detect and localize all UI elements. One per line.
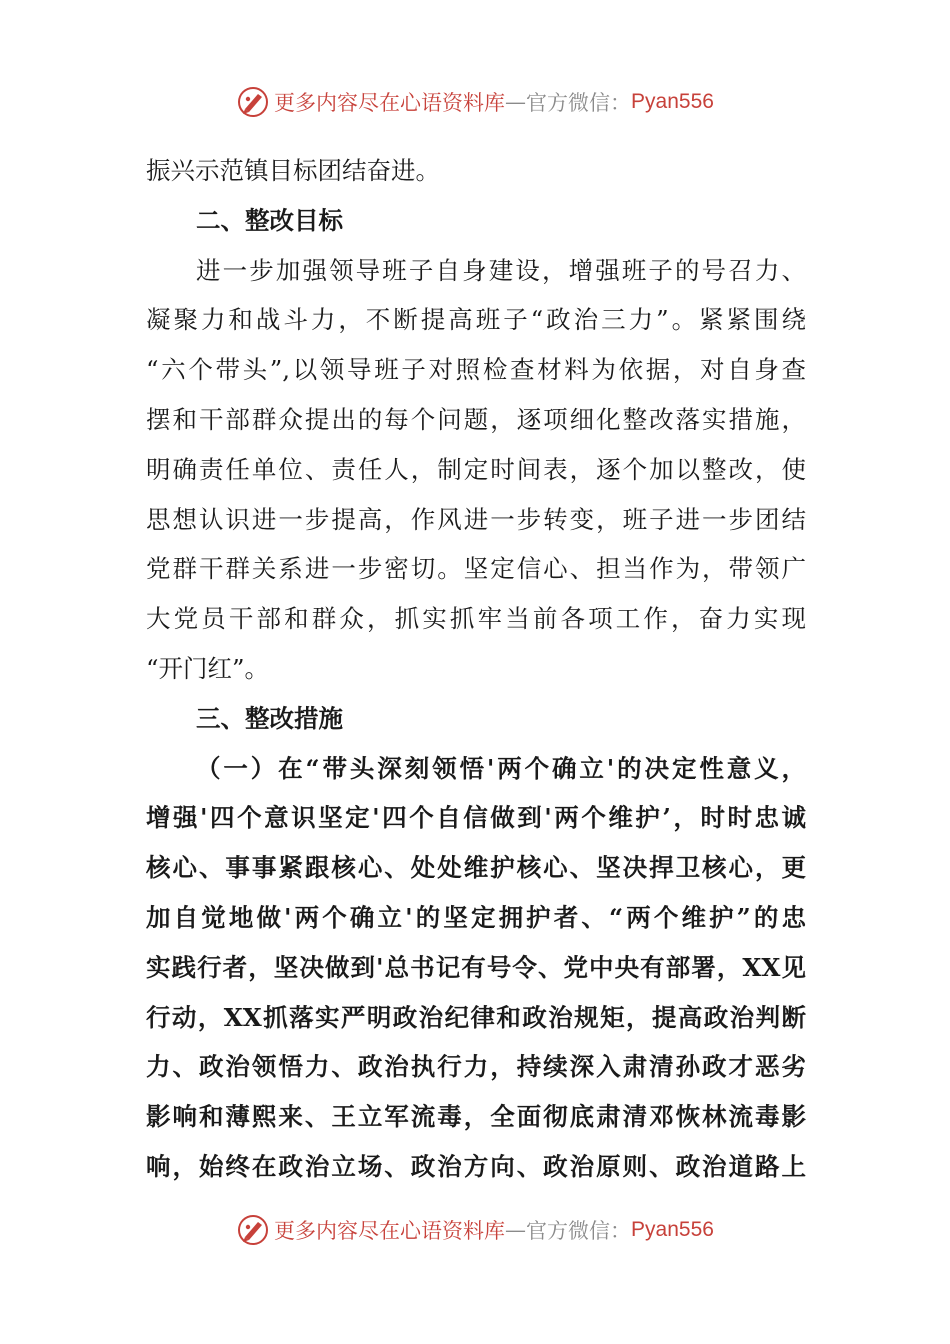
paragraph-line: 振兴示范镇目标团结奋进。 [146,156,440,185]
pen-logo-icon [236,85,270,119]
bold-paragraph-line: 核心、事事紧跟核心、处处维护核心、坚决捍卫核心，更 [146,853,806,883]
footer-watermark-banner [0,1210,950,1250]
banner-wechat-id: Pyan556 [631,90,714,113]
header-watermark-banner [0,82,950,122]
paragraph-line: 摆和干部群众提出的每个问题，逐项细化整改落实措施， [146,404,806,434]
paragraph-line: 党群干群关系进一步密切。坚定信心、担当作为，带领广 [146,554,806,584]
paragraph-line: 明确责任单位、责任人，制定时间表，逐个加以整改，使 [146,454,806,484]
banner-separator: — [505,90,527,114]
bold-paragraph-line: 实践行者，坚决做到'总书记有号令、党中央有部署，XX见 [146,952,806,982]
bold-paragraph-line: （一）在“带头深刻领悟'两个确立'的决定性意义， [196,753,806,783]
bold-paragraph-line: 增强'四个意识坚定'四个自信做到'两个维护’，时时忠诚 [146,803,806,833]
banner-wechat-label: 官方微信： [526,91,632,115]
pen-logo-icon [236,1213,270,1247]
bold-paragraph-line: 力、政治领悟力、政治执行力，持续深入肃清孙政才恶劣 [146,1052,806,1082]
bold-paragraph-line: 行动，XX抓落实严明政治纪律和政治规矩，提高政治判断 [146,1002,806,1032]
paragraph-line: 进一步加强领导班子自身建设，增强班子的号召力、 [196,255,806,285]
bold-paragraph-line: 加自觉地做'两个确立'的坚定拥护者、“两个维护”的忠 [146,902,806,932]
paragraph-line: “开门红”。 [146,653,270,683]
bold-paragraph-line: 响，始终在政治立场、政治方向、政治原则、政治道路上 [146,1151,806,1181]
section-heading-goals: 二、整改目标 [196,205,343,235]
banner-wechat-label: 官方微信： [526,1219,632,1243]
banner-wechat-id: Pyan556 [631,1218,714,1241]
paragraph-line: “六个带头”,以领导班子对照检查材料为依据，对自身查 [146,355,806,385]
banner-text: 更多内容尽在心语资料库 [274,91,506,115]
section-heading-measures: 三、整改措施 [196,703,343,733]
banner-separator: — [505,1218,527,1242]
banner-text: 更多内容尽在心语资料库 [274,1219,506,1243]
document-body [146,146,806,1192]
paragraph-line: 大党员干部和群众，抓实抓牢当前各项工作，奋力实现 [146,604,806,634]
paragraph-line: 思想认识进一步提高，作风进一步转变，班子进一步团结 [146,504,806,534]
paragraph-line: 凝聚力和战斗力，不断提高班子“政治三力”。紧紧围绕 [146,305,806,335]
bold-paragraph-line: 影响和薄熙来、王立军流毒，全面彻底肃清邓恢林流毒影 [146,1102,806,1132]
